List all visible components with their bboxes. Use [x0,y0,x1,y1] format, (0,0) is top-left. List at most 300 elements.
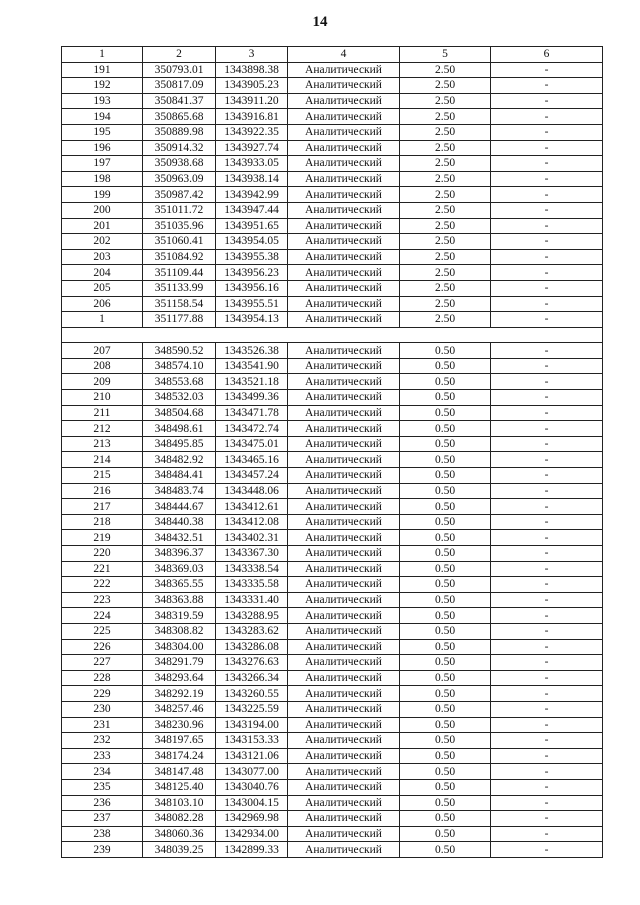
table-cell: 215 [62,468,143,484]
table-cell: 214 [62,452,143,468]
table-cell: 1343471.78 [216,405,288,421]
table-cell: 0.50 [400,795,491,811]
table-cell: 0.50 [400,670,491,686]
table-cell: Аналитический [288,109,400,125]
table-cell: 1343526.38 [216,343,288,359]
table-row [62,655,603,671]
table-cell: Аналитический [288,436,400,452]
table-cell: - [491,639,603,655]
table-cell: 0.50 [400,733,491,749]
table-cell: 348082.28 [143,811,216,827]
table-cell: Аналитический [288,483,400,499]
table-cell: 0.50 [400,748,491,764]
table-cell: 1343927.74 [216,140,288,156]
table-cell: 1343153.33 [216,733,288,749]
table-row [62,296,603,312]
table-cell: 348319.59 [143,608,216,624]
table-cell: - [491,670,603,686]
table-cell: 2.50 [400,109,491,125]
table-cell: 0.50 [400,811,491,827]
coordinates-table [61,46,603,858]
table-cell: 1343521.18 [216,374,288,390]
table-cell: Аналитический [288,499,400,515]
table-cell: 0.50 [400,405,491,421]
column-header: 3 [216,47,288,63]
table-cell: 232 [62,733,143,749]
table-cell: 0.50 [400,608,491,624]
table-cell: Аналитический [288,265,400,281]
table-cell: 2.50 [400,234,491,250]
table-cell: 348174.24 [143,748,216,764]
table-row [62,343,603,359]
table-cell: 0.50 [400,561,491,577]
table-cell: 0.50 [400,577,491,593]
table-cell: 193 [62,93,143,109]
table-cell: 1343898.38 [216,62,288,78]
table-row [62,405,603,421]
table-row [62,421,603,437]
table-cell: 1343951.65 [216,218,288,234]
table-cell: 351177.88 [143,312,216,328]
table-cell: 217 [62,499,143,515]
table-cell: 348532.03 [143,390,216,406]
table-cell: Аналитический [288,811,400,827]
column-header: 4 [288,47,400,63]
table-cell: Аналитический [288,733,400,749]
table-cell: 1343916.81 [216,109,288,125]
table-row [62,561,603,577]
table-row [62,686,603,702]
table-cell: Аналитический [288,795,400,811]
table-cell: 1343225.59 [216,701,288,717]
table-cell: 0.50 [400,514,491,530]
table-cell: 221 [62,561,143,577]
table-cell: 350914.32 [143,140,216,156]
table-cell: - [491,296,603,312]
table-cell: 348495.85 [143,436,216,452]
table-row [62,390,603,406]
table-cell: 348504.68 [143,405,216,421]
table-cell: - [491,280,603,296]
table-cell: 1343121.06 [216,748,288,764]
table-row [62,592,603,608]
table-cell: 348432.51 [143,530,216,546]
table-cell: Аналитический [288,842,400,858]
table-cell: 1343286.08 [216,639,288,655]
table-cell: 220 [62,546,143,562]
table-cell: 348060.36 [143,826,216,842]
table-row [62,218,603,234]
table-cell: - [491,764,603,780]
table-cell: Аналитический [288,655,400,671]
table-row [62,93,603,109]
table-cell: 2.50 [400,171,491,187]
page-number: 14 [312,14,328,30]
table-cell: - [491,779,603,795]
table-cell: - [491,499,603,515]
table-cell: Аналитический [288,249,400,265]
table-cell: 197 [62,156,143,172]
table-cell: - [491,436,603,452]
table-cell: 351133.99 [143,280,216,296]
table-cell: 235 [62,779,143,795]
column-header: 1 [62,47,143,63]
table-cell: 351060.41 [143,234,216,250]
table-cell: 350793.01 [143,62,216,78]
table-cell: 0.50 [400,701,491,717]
table-cell: 198 [62,171,143,187]
table-cell: 348498.61 [143,421,216,437]
table-row [62,795,603,811]
table-cell: Аналитический [288,764,400,780]
table-cell: 348483.74 [143,483,216,499]
table-cell: Аналитический [288,561,400,577]
table-cell: 192 [62,78,143,94]
table-cell: 0.50 [400,546,491,562]
table-cell: 2.50 [400,140,491,156]
table-cell: 1343077.00 [216,764,288,780]
table-cell: 2.50 [400,187,491,203]
table-cell: 210 [62,390,143,406]
table-cell: 0.50 [400,639,491,655]
table-row [62,358,603,374]
table-row [62,280,603,296]
table-cell: Аналитический [288,390,400,406]
table-cell: - [491,358,603,374]
table-cell: 0.50 [400,499,491,515]
table-cell: 231 [62,717,143,733]
table-row [62,670,603,686]
table-cell: 203 [62,249,143,265]
table-cell: 348553.68 [143,374,216,390]
table-cell: 348308.82 [143,623,216,639]
table-cell: - [491,546,603,562]
table-cell: 1343956.16 [216,280,288,296]
table-cell: 195 [62,124,143,140]
table-cell: Аналитический [288,717,400,733]
table-cell: 1343412.61 [216,499,288,515]
table-cell: 1342934.00 [216,826,288,842]
table-row [62,78,603,94]
table-cell: 227 [62,655,143,671]
table-row [62,124,603,140]
table-cell: 2.50 [400,218,491,234]
table-cell: 239 [62,842,143,858]
table-cell: 219 [62,530,143,546]
table-cell: 1343283.62 [216,623,288,639]
table-cell: 1343954.05 [216,234,288,250]
table-cell: 348396.37 [143,546,216,562]
table-row [62,639,603,655]
table-cell: - [491,701,603,717]
table-cell: 1343938.14 [216,171,288,187]
table-cell: - [491,733,603,749]
table-cell: Аналитический [288,171,400,187]
table-cell: - [491,561,603,577]
table-cell: 0.50 [400,686,491,702]
table-cell: 0.50 [400,826,491,842]
table-cell: 1343541.90 [216,358,288,374]
table-cell: 1343402.31 [216,530,288,546]
table-cell: Аналитический [288,187,400,203]
column-header: 5 [400,47,491,63]
table-row [62,748,603,764]
group-separator-row [62,327,603,343]
table-cell: - [491,109,603,125]
table-row [62,483,603,499]
table-cell: 1343922.35 [216,124,288,140]
table-cell: 1343266.34 [216,670,288,686]
table-cell: 1343942.99 [216,187,288,203]
table-row [62,499,603,515]
table-cell: Аналитический [288,62,400,78]
table-row [62,171,603,187]
table-cell: 233 [62,748,143,764]
table-row [62,156,603,172]
table-cell: 228 [62,670,143,686]
table-cell: 2.50 [400,296,491,312]
table-cell: 1342969.98 [216,811,288,827]
table-cell: Аналитический [288,78,400,94]
table-cell: Аналитический [288,421,400,437]
table-cell: 350865.68 [143,109,216,125]
table-cell: 2.50 [400,265,491,281]
table-cell: 1343448.06 [216,483,288,499]
table-cell: 350889.98 [143,124,216,140]
table-row [62,764,603,780]
table-cell: 0.50 [400,343,491,359]
table-cell: Аналитический [288,280,400,296]
table-row [62,608,603,624]
table-cell: 348293.64 [143,670,216,686]
table-cell: Аналитический [288,623,400,639]
table-cell: 1343194.00 [216,717,288,733]
table-cell: 350987.42 [143,187,216,203]
table-cell: 348197.65 [143,733,216,749]
table-cell: - [491,78,603,94]
table-cell: 0.50 [400,623,491,639]
table-cell: 1343276.63 [216,655,288,671]
table-cell: 348482.92 [143,452,216,468]
table-cell: - [491,234,603,250]
table-cell: Аналитический [288,748,400,764]
table-cell: 238 [62,826,143,842]
table-cell: 351084.92 [143,249,216,265]
table-cell: 226 [62,639,143,655]
table-cell: 230 [62,701,143,717]
table-cell: 348363.88 [143,592,216,608]
table-cell: 205 [62,280,143,296]
column-header: 2 [143,47,216,63]
table-row [62,577,603,593]
table-cell: 351035.96 [143,218,216,234]
table-cell: 0.50 [400,655,491,671]
table-cell: Аналитический [288,546,400,562]
table-cell: Аналитический [288,405,400,421]
table-cell: - [491,748,603,764]
table-cell: - [491,390,603,406]
table-cell: 1343288.95 [216,608,288,624]
table-cell: 225 [62,623,143,639]
table-cell: 1343475.01 [216,436,288,452]
table-cell: - [491,312,603,328]
table-cell: 234 [62,764,143,780]
table-cell: 0.50 [400,842,491,858]
separator-cell [62,327,603,343]
table-cell: 348039.25 [143,842,216,858]
table-cell: 2.50 [400,93,491,109]
table-cell: 348444.67 [143,499,216,515]
table-cell: - [491,530,603,546]
table-cell: - [491,140,603,156]
table-cell: Аналитический [288,312,400,328]
table-cell: 348574.10 [143,358,216,374]
table-cell: 0.50 [400,717,491,733]
table-cell: Аналитический [288,639,400,655]
table-cell: 1343954.13 [216,312,288,328]
table-cell: 2.50 [400,124,491,140]
table-cell: Аналитический [288,452,400,468]
table-cell: 1342899.33 [216,842,288,858]
table-cell: 194 [62,109,143,125]
table-cell: Аналитический [288,156,400,172]
table-cell: Аналитический [288,468,400,484]
table-cell: 1343331.40 [216,592,288,608]
table-cell: 0.50 [400,374,491,390]
table-cell: 213 [62,436,143,452]
table-cell: 351011.72 [143,202,216,218]
table-header-row [62,47,603,63]
table-cell: 348440.38 [143,514,216,530]
table-cell: 201 [62,218,143,234]
table-cell: 236 [62,795,143,811]
table-cell: Аналитический [288,514,400,530]
table-cell: 348147.48 [143,764,216,780]
table-cell: 350963.09 [143,171,216,187]
table-cell: - [491,171,603,187]
table-cell: - [491,202,603,218]
table-cell: 224 [62,608,143,624]
table-cell: 348304.00 [143,639,216,655]
table-cell: 351158.54 [143,296,216,312]
table-cell: - [491,592,603,608]
table-row [62,468,603,484]
table-cell: 1343412.08 [216,514,288,530]
table-cell: - [491,187,603,203]
table-cell: 1343956.23 [216,265,288,281]
table-cell: 1343955.51 [216,296,288,312]
table-cell: Аналитический [288,701,400,717]
table-cell: 199 [62,187,143,203]
table-cell: 1343335.58 [216,577,288,593]
table-cell: - [491,795,603,811]
table-cell: 348292.19 [143,686,216,702]
table-row [62,546,603,562]
table-cell: 212 [62,421,143,437]
table-cell: Аналитический [288,608,400,624]
table-cell: - [491,421,603,437]
table-cell: Аналитический [288,358,400,374]
table-row [62,514,603,530]
table-cell: - [491,842,603,858]
table-cell: Аналитический [288,234,400,250]
table-row [62,530,603,546]
table-row [62,249,603,265]
table-cell: 348484.41 [143,468,216,484]
table-cell: 2.50 [400,156,491,172]
table-cell: - [491,623,603,639]
table-cell: 0.50 [400,530,491,546]
table-cell: - [491,218,603,234]
table-cell: Аналитический [288,374,400,390]
table-cell: 200 [62,202,143,218]
table-cell: 1343260.55 [216,686,288,702]
table-cell: 2.50 [400,202,491,218]
table-cell: 2.50 [400,312,491,328]
table-cell: 208 [62,358,143,374]
table-cell: 1343465.16 [216,452,288,468]
table-cell: 206 [62,296,143,312]
table-row [62,265,603,281]
table-cell: 0.50 [400,436,491,452]
table-cell: 202 [62,234,143,250]
table-cell: 222 [62,577,143,593]
table-cell: 1 [62,312,143,328]
table-cell: 0.50 [400,468,491,484]
table-cell: 1343457.24 [216,468,288,484]
table-cell: 1343040.76 [216,779,288,795]
table-cell: 348365.55 [143,577,216,593]
table-cell: 0.50 [400,390,491,406]
table-cell: 2.50 [400,62,491,78]
table-cell: 0.50 [400,779,491,795]
table-cell: - [491,811,603,827]
table-cell: 348125.40 [143,779,216,795]
table-cell: 1343905.23 [216,78,288,94]
table-row [62,62,603,78]
table-cell: - [491,124,603,140]
table-row [62,436,603,452]
table-cell: 218 [62,514,143,530]
table-cell: - [491,405,603,421]
table-cell: - [491,717,603,733]
table-row [62,779,603,795]
table-row [62,733,603,749]
table-row [62,374,603,390]
table-cell: - [491,826,603,842]
table-cell: 216 [62,483,143,499]
table-cell: - [491,483,603,499]
table-cell: - [491,156,603,172]
table-cell: Аналитический [288,779,400,795]
table-cell: 191 [62,62,143,78]
table-cell: Аналитический [288,202,400,218]
table-cell: 1343933.05 [216,156,288,172]
table-cell: Аналитический [288,343,400,359]
table-cell: 348230.96 [143,717,216,733]
table-cell: 348257.46 [143,701,216,717]
table-cell: Аналитический [288,592,400,608]
table-row [62,452,603,468]
table-cell: 223 [62,592,143,608]
table-cell: Аналитический [288,670,400,686]
table-cell: 348103.10 [143,795,216,811]
table-cell: 1343955.38 [216,249,288,265]
table-cell: 2.50 [400,280,491,296]
table-cell: 1343338.54 [216,561,288,577]
table-cell: Аналитический [288,93,400,109]
table-cell: 2.50 [400,249,491,265]
